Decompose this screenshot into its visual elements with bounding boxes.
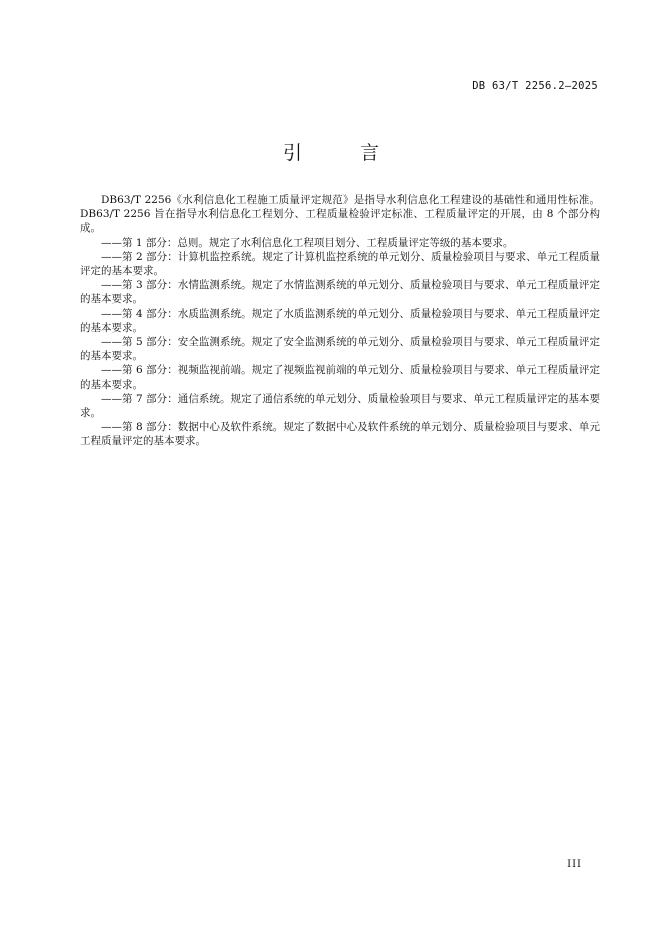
body-text <box>80 193 600 449</box>
document-code: DB 63/T 2256.2—2025 <box>472 80 598 92</box>
paragraph-intro: DB63/T 2256《水利信息化工程施工质量评定规范》是指导水利信息化工程建设的基础性和通用性标准。DB63/T 2256 旨在指导水利信息化工程划分、工程质量检验评定标准、工程质量评定的开展，由 8 个部分构成。 <box>80 194 600 235</box>
paragraph-part-7: ——第 7 部分：通信系统。规定了通信系统的单元划分、质量检验项目与要求、单元工程质量评定的基本要求。 <box>80 392 600 420</box>
paragraph-part-6: ——第 6 部分：视频监视前端。规定了视频监视前端的单元划分、质量检验项目与要求、单元工程质量评定的基本要求。 <box>80 364 600 391</box>
page-number: III <box>567 859 582 870</box>
paragraph-part-1: ——第 1 部分：总则。规定了水利信息化工程项目划分、工程质量评定等级的基本要求。 <box>101 236 514 249</box>
paragraph-part-2: ——第 2 部分：计算机监控系统。规定了计算机监控系统的单元划分、质量检验项目与要求、单元工程质量评定的基本要求。 <box>80 250 600 278</box>
paragraph-part-3: ——第 3 部分：水情监测系统。规定了水情监测系统的单元划分、质量检验项目与要求、单元工程质量评定的基本要求。 <box>80 279 600 306</box>
paragraph-part-8: ——第 8 部分：数据中心及软件系统。规定了数据中心及软件系统的单元划分、质量检验项目与要求、单元工程质量评定的基本要求。 <box>80 421 600 448</box>
paragraph-part-4: ——第 4 部分：水质监测系统。规定了水质监测系统的单元划分、质量检验项目与要求、单元工程质量评定的基本要求。 <box>80 307 600 334</box>
paragraph-part-5: ——第 5 部分：安全监测系统。规定了安全监测系统的单元划分、质量检验项目与要求、单元工程质量评定的基本要求。 <box>80 336 600 363</box>
section-title: 引 言 <box>282 142 406 164</box>
